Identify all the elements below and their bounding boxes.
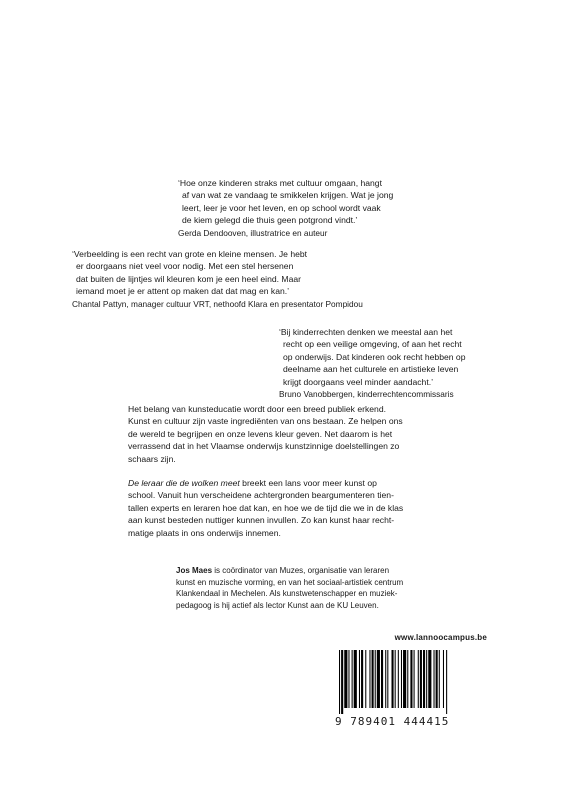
quote-line: leert, leer je voor het leven, en op school wordt vaak (182, 202, 381, 213)
barcode-bar (403, 650, 406, 708)
barcode-bar (372, 650, 374, 708)
text-line: verrassend dat in het Vlaamse onderwijs kunstzinnige doelstellingen zo (128, 441, 400, 452)
quote-line: af van wat ze vandaag te smikkelen krijgen. Wat je jong (182, 190, 394, 201)
barcode-bar (381, 650, 383, 708)
quote-line: ‘Hoe onze kinderen straks met cultuur omgaan, hangt (178, 178, 382, 188)
barcode-bar (392, 650, 394, 708)
barcode-bar (410, 650, 412, 708)
text-line: Klankendaal in Mechelen. Als kunstwetenschapper en muziek- (176, 589, 398, 599)
barcode-bar (398, 650, 399, 708)
barcode-bars (335, 650, 485, 714)
barcode-bar (369, 650, 370, 708)
text-line: matige plaats in ons onderwijs innemen. (128, 527, 281, 538)
quote-chantal-pattyn (72, 248, 363, 310)
quote-attribution: Bruno Vanobbergen, kinderrechtencommissaris (279, 389, 454, 400)
quote-attribution: Chantal Pattyn, manager cultuur VRT, nethoofd Klara en presentator Pompidou (72, 298, 363, 309)
isbn-number: 9 789401 444415 (335, 715, 450, 728)
quote-line: ‘Bij kinderrechten denken we meestal aan het (279, 327, 453, 337)
barcode-bar (414, 650, 415, 708)
text-line: tallen experts en leraren hoe dat kan, en hoe we de tijd die we in de klas (128, 502, 404, 513)
publisher-url[interactable]: www.lannoocampus.be (394, 633, 487, 642)
quote-line: krijgt doorgaans veel minder aandacht.’ (283, 376, 434, 387)
barcode-bar (436, 650, 438, 708)
text-line (128, 477, 448, 489)
barcode-bar (443, 650, 444, 708)
text-line: schaars zijn. (128, 453, 176, 464)
barcode-bar (428, 650, 431, 708)
barcode-bar (339, 650, 340, 714)
barcode-bar (377, 650, 380, 708)
barcode-bar (354, 650, 357, 708)
barcode-bar (395, 650, 396, 708)
text-line: pedagoog is hij actief als lector Kunst aan de KU Leuven. (176, 600, 379, 610)
text-line: aan kunst besteden nuttiger kunnen invullen. Zo kan kunst haar recht- (128, 515, 395, 526)
text-line: de wereld te begrijpen en onze levens kleur geven. Net daarom is het (128, 428, 393, 439)
text-line: Het belang van kunsteducatie wordt door een breed publiek erkend. (128, 404, 386, 414)
barcode-bar (401, 650, 402, 708)
quote-bruno-vanobbergen (279, 326, 519, 400)
barcode-bar (426, 650, 427, 708)
barcode-bar (352, 650, 353, 708)
blurb-paragraph-2 (128, 477, 448, 539)
quote-gerda-dendooven (178, 177, 418, 239)
quote-line: de kiem gelegd die thuis geen potgrond vindt.’ (182, 215, 358, 226)
text-fragment: is coördinator van Muzes, organisatie van leraren (212, 566, 390, 575)
book-title: De leraar die de wolken meet (128, 478, 240, 489)
quote-line: recht op een veilige omgeving, of aan het recht (283, 339, 462, 350)
barcode-bar (359, 650, 360, 708)
quote-line: dat buiten de lijntjes wil kleuren kom je een heel eind. Maar (76, 273, 301, 284)
barcode-bar (344, 650, 347, 708)
barcode-bar (423, 650, 425, 708)
text-line: Kunst en cultuur zijn vaste ingrediënten van ons bestaan. Ze helpen ons (128, 416, 403, 427)
blurb (128, 403, 448, 551)
text-fragment: breekt een lans voor meer kunst op (239, 478, 377, 489)
blurb-paragraph-1 (128, 403, 448, 465)
quote-attribution: Gerda Dendooven, illustratrice en auteur (178, 227, 328, 238)
barcode-bar (434, 650, 435, 708)
barcode-bar (418, 650, 419, 708)
barcode-bar (341, 650, 343, 714)
barcode-bar (407, 650, 408, 708)
barcode-bar (420, 650, 422, 708)
text-line: school. Vanuit hun verscheidene achtergronden beargumenteren tien- (128, 490, 394, 501)
quote-line: deelname aan het culturele en artistieke leven (283, 364, 459, 375)
barcode-bar (365, 650, 366, 708)
isbn-barcode (335, 650, 485, 738)
quote-line: op onderwijs. Dat kinderen ook recht hebben op (283, 351, 466, 362)
barcode-bar (446, 650, 447, 714)
quote-line: ‘Verbeelding is een recht van grote en kleine mensen. Je hebt (72, 249, 308, 259)
barcode-bar (387, 650, 388, 708)
barcode-bar (385, 650, 386, 708)
barcode-bar (439, 650, 440, 708)
quote-line: iemand moet je er attent op maken dat dat mag en kan.’ (76, 286, 290, 297)
text-line: kunst en muzische vorming, en van het sociaal-artistiek centrum (176, 577, 404, 587)
barcode-bar (348, 650, 349, 708)
quote-line: er doorgaans niet veel voor nodig. Met een stel hersenen (76, 261, 294, 272)
author-name: Jos Maes (176, 566, 213, 575)
author-bio (176, 565, 436, 611)
barcode-bar (361, 650, 363, 708)
text-line (176, 565, 436, 577)
barcode-bar (375, 650, 376, 708)
